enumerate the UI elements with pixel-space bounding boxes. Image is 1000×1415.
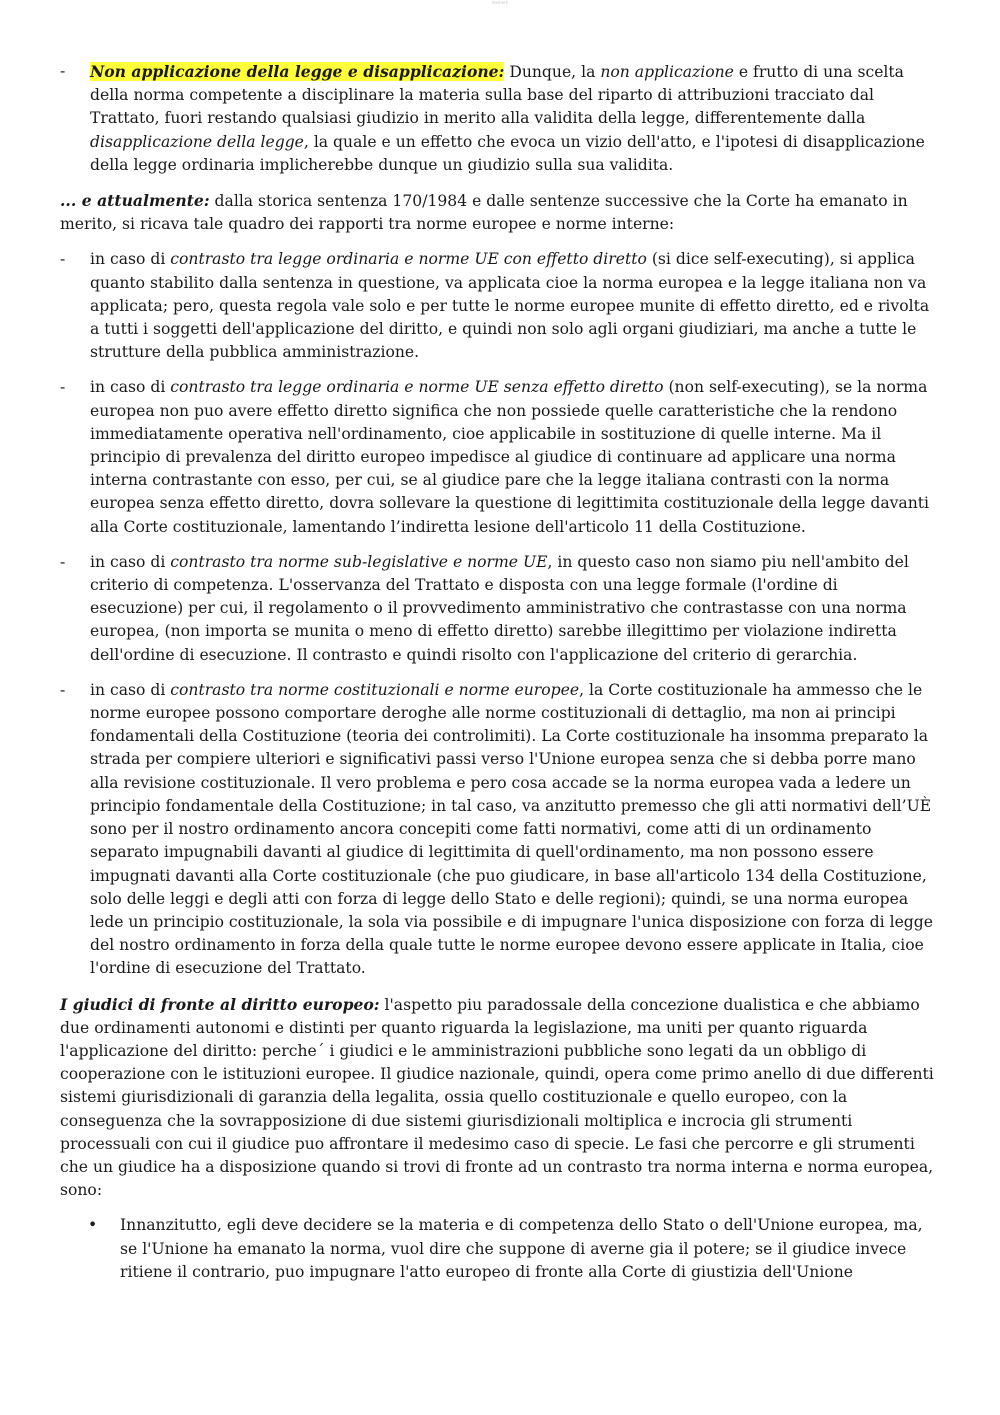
list-item-senza-effetto-diretto: - in caso di contrasto tra legge ordinaria e norme UE senza effetto diretto (non self-executing), se la norma europea non puo avere effetto diretto significa che non possiede quelle caratteristiche che la rendono immediatamente operativa nell'ordinamento, cioe applicabile in sostituzione di quelle interne. Ma il principio di prevalenza del diritto europeo impedisce al giudice di continuare ad applicare una norma interna contrastante con esso, per cui, se al giudice pare che la legge italiana contrasti con la norma europea senza effetto diretto, dovra sollevare la questione di legittimita costituzionale della legge davanti alla Corte costituzionale, lamentando l’indiretta lesione dell'articolo 11 della Costituzione. bbox=[60, 378, 930, 536]
bullet-item-innanzitutto: • Innanzitutto, egli deve decidere se la materia e di competenza dello Stato o dell'Unione europea, ma, se l'Unione ha emanato la norma, vuol dire che suppone di averne gia il potere; se il giudice invece ritiene il contrario, puo impugnare l'atto europeo di fronte alla Corte di giustizia dell'Unione bbox=[88, 1216, 923, 1281]
bold-italic-heading: I giudici di fronte al diritto europeo: bbox=[60, 994, 380, 1014]
bullet-marker: • bbox=[88, 1216, 98, 1235]
dash-marker: - bbox=[60, 62, 66, 80]
list-item-sub-legislative: - in caso di contrasto tra norme sub-legislative e norme UE, in questo caso non siamo piu nell'ambito del criterio di competenza. L'osservanza del Trattato e disposta con una legge formale (l'ordine di esecuzione) per cui, il regolamento o il provvedimento amministrativo che contrastasse con una norma europea, (non importa se munita o meno di effetto diretto) sarebbe illegittimo per violazione indiretta dell'ordine di esecuzione. Il contrasto e quindi risolto con l'applicazione del criterio di gerarchia. bbox=[60, 552, 909, 664]
document-body bbox=[60, 60, 935, 1296]
highlighted-heading: Non applicazione della legge e disapplicazione: bbox=[90, 62, 505, 81]
italic-term: contrasto tra norme sub-legislative e norme UE bbox=[170, 552, 548, 571]
paragraph-giudici: I giudici di fronte al diritto europeo: l'aspetto piu paradossale della concezione dualistica e che abbiamo due ordinamenti autonomi e distinti per quanto riguarda la legislazione, ma uniti per quanto riguarda l'applicazione del diritto: perche´ i giudici e le amministrazioni pubbliche sono legati da un obbligo di cooperazione con le istituzioni europee. Il giudice nazionale, quindi, opera come primo anello di due differenti sistemi giurisdizionali di garanzia della legalita, ossia quello costituzionale e quello europeo, con la conseguenza che la sovrapposizione di due sistemi giurisdizionali moltiplica e incrocia gli strumenti processuali con cui il giudice puo affrontare il medesimo caso di specie. Le fasi che percorre e gli strumenti che un giudice ha a disposizione quando si trovi di fronte ad un contrasto tra norma interna e norma europea, sono: bbox=[60, 994, 934, 1200]
italic-term: contrasto tra norme costituzionali e norme europee bbox=[170, 680, 580, 699]
bold-italic-heading: ... e attualmente: bbox=[60, 191, 210, 211]
dash-marker: - bbox=[60, 250, 66, 269]
italic-term: disapplicazione della legge bbox=[90, 132, 304, 151]
header-mark: lexmark bbox=[491, 0, 509, 5]
dash-marker: - bbox=[60, 378, 66, 397]
list-item-effetto-diretto: - in caso di contrasto tra legge ordinaria e norme UE con effetto diretto (si dice self-executing), si applica quanto stabilito dalla sentenza in questione, va applicata cioe la norma europea e la legge italiana non va applicata; pero, questa regola vale solo e per tutte le norme europee munite di effetto diretto, ed e rivolta a tutti i soggetti dell'applicazione del diritto, e quindi non solo agli organi giudiziari, ma anche a tutte le strutture della pubblica amministrazione. bbox=[60, 250, 930, 362]
italic-term: contrasto tra legge ordinaria e norme UE con effetto diretto bbox=[170, 250, 647, 269]
italic-term: contrasto tra legge ordinaria e norme UE senza effetto diretto bbox=[170, 378, 664, 397]
italic-term: non applicazione bbox=[600, 63, 734, 81]
paragraph-attualmente: ... e attualmente: dalla storica sentenza 170/1984 e dalle sentenze successive che la Corte ha emanato in merito, si ricava tale quadro dei rapporti tra norme europee e norme interne: bbox=[60, 191, 908, 234]
list-item-costituzionali: - in caso di contrasto tra norme costituzionali e norme europee, la Corte costituzionale ha ammesso che le norme europee possono comportare deroghe alle norme costituzionali di dettaglio, ma non ai principi fondamentali della Costituzione (teoria dei controlimiti). La Corte costituzionale ha insomma preparato la strada per compiere ulteriori e significativi passi verso l'Unione europea senza che si debba porre mano alla revisione costituzionale. Il vero problema e pero cosa accade se la norma europea vada a ledere un principio fondamentale della Costituzione; in tal caso, va anzitutto premesso che gli atti normativi dell’UÈ sono per il nostro ordinamento ancora concepiti come fatti normativi, come atti di un ordinamento separato impugnabili davanti al giudice di legittimita di quell'ordinamento, ma non possono essere impugnati davanti alla Corte costituzionale (che puo giudicare, in base all'articolo 134 della Costituzione, solo delle leggi e degli atti con forza di legge dello Stato e delle regioni); quindi, se una norma europea lede un principio costituzionale, la sola via possibile e di impugnare l'unica disposizione con forza di legge del nostro ordinamento in forza della quale tutte le norme europee devono essere applicate in Italia, cioe l'ordine di esecuzione del Trattato. bbox=[60, 680, 933, 978]
dash-marker: - bbox=[60, 552, 66, 571]
list-item-non-applicazione: - Non applicazione della legge e disapplicazione: Dunque, la non applicazione e frutto di una scelta della norma competente a disciplinare la materia sulla base del riparto di attribuzioni tracciato dal Trattato, fuori restando qualsiasi giudizio in merito alla validita della legge, differentemente dalla disapplicazione della legge, la quale e un effetto che evoca un vizio dell'atto, e l'ipotesi di disapplicazione della legge ordinaria implicherebbe dunque un giudizio sulla sua validita. bbox=[60, 62, 925, 174]
dash-marker: - bbox=[60, 680, 66, 699]
